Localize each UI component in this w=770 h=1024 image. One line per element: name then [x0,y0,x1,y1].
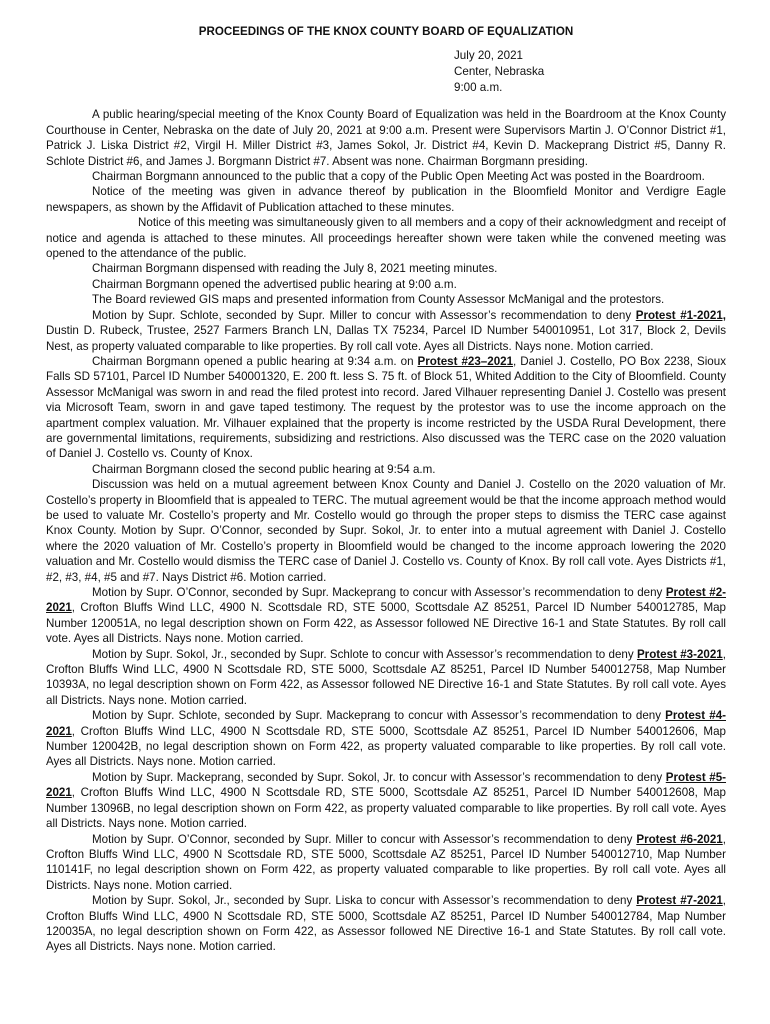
paragraph-member-notice: Notice of this meeting was simultaneously given to all members and a copy of their acknowledgment and receipt of notice and agenda is attached to these minutes. All proceedings hereafter shown were taken while the convened meeting was opened to the attendance of the public. [46,216,726,261]
paragraph-protest-2: Motion by Supr. O’Connor, seconded by Supr. Mackeprang to concur with Assessor’s recommendation to deny Protest #2-2021, Crofton Bluffs Wind LLC, 4900 N. Scottsdale RD, STE 5000, Scottsdale AZ 85251, Parcel ID Number 540012785, Map Number 120051A, no legal description shown on Form 422, as Assessor followed NE Directive 16-1 and State Statutes. By roll call vote. Ayes all Districts. Nays none. Motion carried. [46,586,727,646]
protest-number: Protest #6-2021 [636,832,723,846]
protest-number: Protest #23–2021 [417,354,514,368]
meeting-time: 9:00 a.m. [454,81,503,95]
dateline [454,48,726,96]
paragraph-gis-review: The Board reviewed GIS maps and presented information from County Assessor McManigal and the protestors. [92,293,665,307]
paragraph-hearing-closed: Chairman Borgmann closed the second public hearing at 9:54 a.m. [92,462,436,476]
protest-number: Protest #7-2021 [636,894,723,908]
paragraph-protest-23: Chairman Borgmann opened a public hearing at 9:34 a.m. on Protest #23–2021, Daniel J. Costello, PO Box 2238, Sioux Falls SD 57101, Parcel ID Number 540001320, E. 200 ft. less S. 75 ft. of Block 51, Whited Addition to the City of Bloomfield. County Assessor McManigal was sworn in and read the filed protest into record. Jared Vilhauer representing Daniel J. Costello was present via Microsoft Team, sworn in and gave taped testimony. The request by the protestor was to use the income approach on the apartment complex valuation. Mr. Vilhauer explained that the property is income restricted by the USDA Rural Development, there are governmental limitations, requirements, subsidizing and restrictions. Also discussed was the TERC case on the 2020 valuation of Daniel J. Costello vs. County of Knox. [46,354,726,461]
minutes-body [46,107,726,954]
protest-number: Protest #4-2021 [46,709,726,738]
paragraph-mutual-agreement: Discussion was held on a mutual agreement between Knox County and Daniel J. Costello on the 2020 valuation of Mr. Costello’s property in Bloomfield that is appealed to TERC. The mutual agreement would be that the income approach method would be used to valuate Mr. Costello’s property and Mr. Costello would go through the proper steps to dismiss the TERC case against Knox County. Motion by Supr. O’Connor, seconded by Supr. Sokol, Jr. to enter into a mutual agreement with Daniel J. Costello where the 2020 valuation of Mr. Costello’s property in Bloomfield would be changed to the income approach lowering the 2020 valuation and Mr. Costello would dismiss the TERC case of Daniel J. Costello vs. County of Knox. By roll call vote. Ayes Districts #1, #2, #3, #4, #5 and #7. Nays District #6. Motion carried. [46,478,726,584]
paragraph-open-meeting-act: Chairman Borgmann announced to the public that a copy of the Public Open Meeting Act was posted in the Boardroom. [92,170,705,184]
paragraph-opening: A public hearing/special meeting of the Knox County Board of Equalization was held in the Boardroom at the Knox County Courthouse in Center, Nebraska on the date of July 20, 2021 at 9:00 a.m. Present were Supervisors Martin J. O’Connor District #1, Patrick J. Liska District #2, Virgil H. Miller District #3, James Sokol, Jr. District #4, Kevin D. Mackeprang District #5, Danny R. Schlote District #6, and James J. Borgmann District #7. Absent was none. Chairman Borgmann presiding. [46,108,726,168]
protest-number: Protest #3-2021 [636,647,723,661]
protest-number: Protest #1-2021, [635,308,727,322]
meeting-date: July 20, 2021 [454,49,523,63]
paragraph-hearing-opened: Chairman Borgmann opened the advertised public hearing at 9:00 a.m. [92,277,457,291]
paragraph-protest-5: Motion by Supr. Mackeprang, seconded by Supr. Sokol, Jr. to concur with Assessor’s recommendation to deny Protest #5-2021, Crofton Bluffs Wind LLC, 4900 N Scottsdale RD, STE 5000, Scottsdale AZ 85251, Parcel ID Number 540012608, Map Number 13096B, no legal description shown on Form 422, as property valuated comparable to like properties. By roll call vote. Ayes all Districts. Nays none. Motion carried. [46,770,727,831]
paragraph-protest-3: Motion by Supr. Sokol, Jr., seconded by Supr. Schlote to concur with Assessor’s recommendation to deny Protest #3-2021, Crofton Bluffs Wind LLC, 4900 N Scottsdale RD, STE 5000, Scottsdale AZ 85251, Parcel ID Number 540012758, Map Number 10393A, no legal description shown on Form 422, as Assessor followed NE Directive 16-1 and State Statutes. By roll call vote. Ayes all Districts. Nays none. Motion carried. [46,647,726,707]
document-title: PROCEEDINGS OF THE KNOX COUNTY BOARD OF EQUALIZATION [198,25,574,38]
paragraph-protest-1: Motion by Supr. Schlote, seconded by Supr. Miller to concur with Assessor’s recommendation to deny Protest #1-2021, Dustin D. Rubeck, Trustee, 2527 Farmers Branch LN, Dallas TX 75234, Parcel ID Number 540010951, Lot 317, Block 2, Devils Nest, as property valuated comparable to like properties. By roll call vote. Ayes all Districts. Nays none. Motion carried. [46,308,727,353]
protest-number: Protest #2-2021 [46,586,727,615]
paragraph-protest-6: Motion by Supr. O’Connor, seconded by Supr. Miller to concur with Assessor’s recommendation to deny Protest #6-2021, Crofton Bluffs Wind LLC, 4900 N Scottsdale RD, STE 5000, Scottsdale AZ 85251, Parcel ID Number 540012710, Map Number 110141F, no legal description shown on Form 422, as property valuated comparable to like properties. By roll call vote. Ayes all Districts. Nays none. Motion carried. [46,832,726,892]
meeting-place: Center, Nebraska [454,65,545,79]
protest-number: Protest #5-2021 [46,770,727,800]
paragraph-protest-4: Motion by Supr. Schlote, seconded by Supr. Mackeprang to concur with Assessor’s recommendation to deny Protest #4-2021, Crofton Bluffs Wind LLC, 4900 N Scottsdale RD, STE 5000, Scottsdale AZ 85251, Parcel ID Number 540012606, Map Number 120042B, no legal description shown on Form 422, as property valuated comparable to like properties. By roll call vote. Ayes all Districts. Nays none. Motion carried. [46,709,726,769]
paragraph-publication-notice: Notice of the meeting was given in advance thereof by publication in the Bloomfield Monitor and Verdigre Eagle newspapers, as shown by the Affidavit of Publication attached to these minutes. [46,185,726,214]
paragraph-minutes-dispensed: Chairman Borgmann dispensed with reading the July 8, 2021 meeting minutes. [92,262,498,276]
paragraph-protest-7: Motion by Supr. Sokol, Jr., seconded by Supr. Liska to concur with Assessor’s recommendation to deny Protest #7-2021, Crofton Bluffs Wind LLC, 4900 N Scottsdale RD, STE 5000, Scottsdale AZ 85251, Parcel ID Number 540012784, Map Number 120035A, no legal description shown on Form 422, as Assessor followed NE Directive 16-1 and State Statutes. By roll call vote. Ayes all Districts. Nays none. Motion carried. [46,894,727,954]
